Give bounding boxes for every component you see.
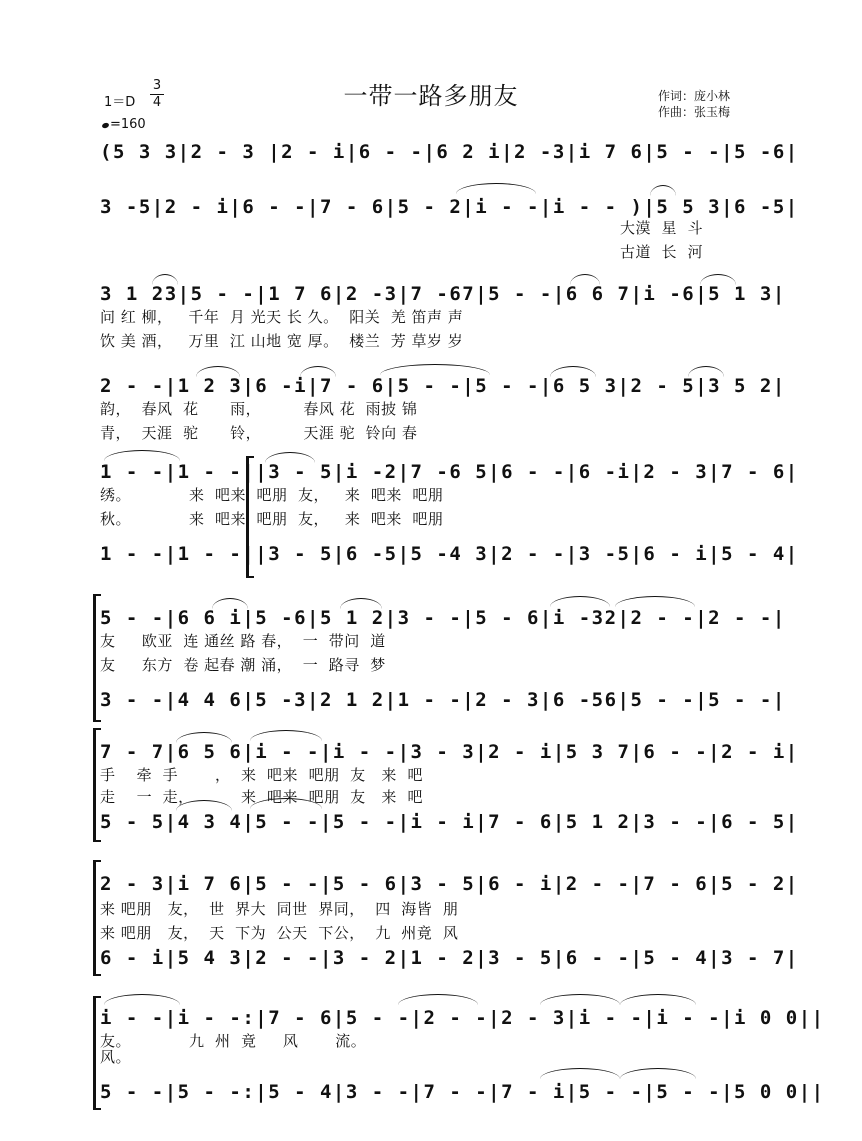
lyric-verse-2: 古道 长 河 [620, 243, 704, 261]
lyric-verse-2: 来 吧朋 友， 天 下为 公天 下公， 九 州竟 风 [100, 924, 459, 942]
lyric-verse-1: 手 牵 手 ， 来 吧来 吧朋 友 来 吧 [100, 766, 423, 784]
melody-line: 3 1 23|5 - -|1 7 6|2 -3|7 -67|5 - -|6 6 7|i -6|5 1 3| [100, 283, 786, 305]
quarter-note-icon [101, 122, 109, 129]
melody-line: 5 - -|6 6 i|5 -6|5 1 2|3 - -|5 - 6|i -32|2 - -|2 - -| [100, 607, 786, 629]
slur [620, 1068, 696, 1079]
slur [456, 183, 536, 194]
song-title: 一带一路多朋友 [343, 82, 519, 110]
lyricist-credit: 作词：庞小林 [658, 89, 731, 103]
lyric-verse-1: 友 欧亚 连 通丝 路 春， 一 带问 道 [100, 632, 386, 650]
lyric-verse-2: 风。 [100, 1048, 132, 1066]
lyric-verse-2: 走 一 走， 来 吧来 吧朋 友 来 吧 [100, 788, 423, 806]
lyric-verse-1: 绣。 来 吧来 吧朋 友， 来 吧来 吧朋 [100, 486, 444, 504]
harmony-line: 3 - -|4 4 6|5 -3|2 1 2|1 - -|2 - 3|6 -56|5 - -|5 - -| [100, 689, 786, 711]
melody-line: i - -|i - -:|7 - 6|5 - -|2 - -|2 - 3|i - -|i - -|i 0 0|| [100, 1007, 825, 1029]
time-signature [150, 78, 164, 111]
lyric-verse-2: 秋。 来 吧来 吧朋 友， 来 吧来 吧朋 [100, 510, 444, 528]
tempo-marking [102, 117, 146, 132]
credits [658, 88, 730, 120]
slur [620, 994, 696, 1005]
key-signature: 1＝D [104, 95, 136, 110]
lyric-verse-2: 青， 天涯 驼 铃， 天涯 驼 铃向 春 [100, 424, 418, 442]
lyric-verse-1: 来 吧朋 友， 世 界大 同世 界同， 四 海皆 朋 [100, 900, 459, 918]
melody-line: 2 - -|1 2 3|6 -i|7 - 6|5 - -|5 - -|6 5 3|2 - 5|3 5 2| [100, 375, 786, 397]
lyric-verse-1: 问 红 柳， 千年 月 光天 长 久。 阳关 羌 笛声 声 [100, 308, 464, 326]
slur [540, 1068, 620, 1079]
lyric-verse-2: 友 东方 卷 起春 潮 涌， 一 路寻 梦 [100, 656, 386, 674]
melody-line: (5 3 3|2 - 3 |2 - i|6 - -|6 2 i|2 -3|i 7 6|5 - -|5 -6| [100, 141, 799, 163]
harmony-line: 1 - -|1 - -||3 - 5|6 -5|5 -4 3|2 - -|3 -5|6 - i|5 - 4| [100, 543, 799, 565]
harmony-line: 5 - -|5 - -:|5 - 4|3 - -|7 - -|7 - i|5 - -|5 - -|5 0 0|| [100, 1081, 825, 1103]
lyric-verse-1: 韵， 春风 花 雨， 春风 花 雨披 锦 [100, 400, 418, 418]
lyric-verse-1: 大漠 星 斗 [620, 219, 704, 237]
tempo-value: =160 [110, 117, 146, 132]
melody-line: 3 -5|2 - i|6 - -|7 - 6|5 - 2|i - -|i - - )|5 5 3|6 -5| [100, 196, 799, 218]
time-signature-bottom: 4 [150, 94, 164, 111]
slur [104, 994, 180, 1005]
slur [540, 994, 620, 1005]
time-signature-top: 3 [152, 78, 162, 93]
composer-credit: 作曲：张玉梅 [658, 105, 731, 119]
melody-line: 1 - -|1 - -||3 - 5|i -2|7 -6 5|6 - -|6 -i|2 - 3|7 - 6| [100, 461, 799, 483]
melody-line: 7 - 7|6 5 6|i - -|i - -|3 - 3|2 - i|5 3 7|6 - -|2 - i| [100, 741, 799, 763]
melody-line: 2 - 3|i 7 6|5 - -|5 - 6|3 - 5|6 - i|2 - -|7 - 6|5 - 2| [100, 873, 799, 895]
slur [398, 994, 478, 1005]
lyric-verse-1: 友。 九 州 竟 风 流。 [100, 1032, 367, 1050]
harmony-line: 5 - 5|4 3 4|5 - -|5 - -|i - i|7 - 6|5 1 2|3 - -|6 - 5| [100, 811, 799, 833]
lyric-verse-2: 饮 美 酒， 万里 江 山地 宽 厚。 楼兰 芳 草岁 岁 [100, 332, 464, 350]
harmony-line: 6 - i|5 4 3|2 - -|3 - 2|1 - 2|3 - 5|6 - -|5 - 4|3 - 7| [100, 947, 799, 969]
